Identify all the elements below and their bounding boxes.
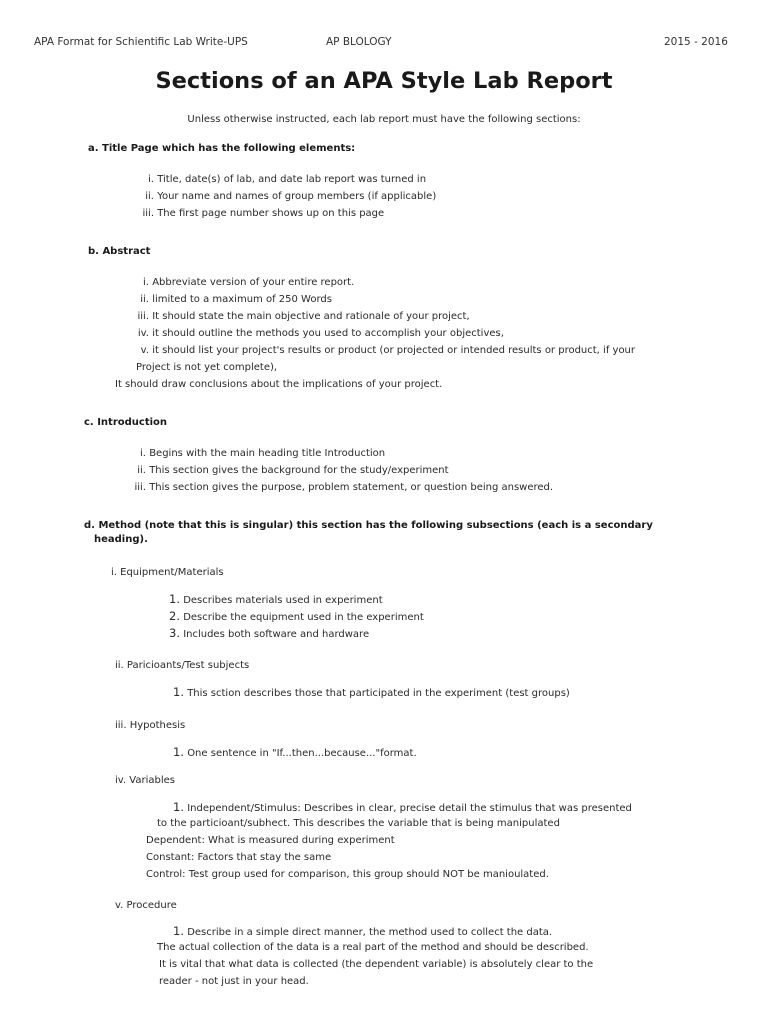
- variables-dependent-text: Dependent: What is measured during experiment: [146, 835, 395, 846]
- list-item: iii. The first page number shows up on this page: [142, 208, 385, 219]
- subsection-procedure-heading: v. Procedure: [115, 900, 177, 911]
- subsection-participants-heading: ii. Paricioants/Test subjects: [115, 660, 250, 671]
- list-item: 1. One sentence in "If...then...because..."format.: [173, 745, 417, 759]
- list-item: i. Begins with the main heading title Introduction: [140, 448, 386, 459]
- list-item: i. Title, date(s) of lab, and date lab report was turned in: [148, 174, 427, 185]
- section-a-heading: a. Title Page which has the following elements:: [88, 143, 356, 154]
- procedure-text-line: It is vital that what data is collected (the dependent variable) is absolutely clear to the: [159, 959, 594, 970]
- header-left-text: APA Format for Schientific Lab Write-UPS: [34, 36, 248, 48]
- abstract-final-text: It should draw conclusions about the implications of your project.: [115, 379, 443, 390]
- list-item: 1. Independent/Stimulus: Describes in clear, precise detail the stimulus that was presented: [173, 800, 632, 814]
- section-b-heading: b. Abstract: [88, 246, 151, 257]
- subsection-hypothesis-heading: iii. Hypothesis: [115, 720, 186, 731]
- section-c-heading: c. Introduction: [84, 417, 168, 428]
- list-item: ii. This section gives the background for the study/experiment: [137, 465, 449, 476]
- section-d-heading: d. Method (note that this is singular) this section has the following subsections (each is a secondary: [84, 520, 653, 531]
- list-item: 1. Describe in a simple direct manner, the method used to collect the data.: [173, 924, 553, 938]
- list-item: ii. Your name and names of group members (if applicable): [145, 191, 437, 202]
- header-year-text: 2015 - 2016: [664, 36, 728, 48]
- list-item-continuation: to the particioant/subhect. This describes the variable that is being manipulated: [157, 818, 560, 829]
- intro-text: Unless otherwise instructed, each lab report must have the following sections:: [187, 114, 581, 125]
- subsection-variables-heading: iv. Variables: [115, 775, 175, 786]
- list-item-continuation: Project is not yet complete),: [136, 362, 278, 373]
- variables-constant-text: Constant: Factors that stay the same: [146, 852, 332, 863]
- list-item: 1. Describes materials used in experiment: [169, 592, 383, 606]
- list-item: iv. it should outline the methods you used to accomplish your objectives,: [137, 328, 504, 339]
- list-item: iii. This section gives the purpose, problem statement, or question being answered.: [134, 482, 554, 493]
- list-item: 1. This sction describes those that participated in the experiment (test groups): [173, 685, 570, 699]
- procedure-text-line: reader - not just in your head.: [159, 976, 309, 987]
- list-item: 2. Describe the equipment used in the experiment: [169, 609, 424, 623]
- variables-control-text: Control: Test group used for comparison, this group should NOT be manioulated.: [146, 869, 549, 880]
- header-subject-text: AP BLOLOGY: [326, 36, 392, 48]
- list-item: i. Abbreviate version of your entire report.: [143, 277, 355, 288]
- list-item: v. it should list your project's results or product (or projected or intended results or product, if your: [140, 345, 636, 356]
- section-d-heading-cont: heading).: [94, 534, 148, 545]
- page-title: Sections of an APA Style Lab Report: [155, 68, 613, 94]
- list-item: iii. It should state the main objective and rationale of your project,: [137, 311, 470, 322]
- subsection-equipment-heading: i. Equipment/Materials: [111, 567, 224, 578]
- list-item: ii. limited to a maximum of 250 Words: [140, 294, 332, 305]
- list-item: 3. Includes both software and hardware: [169, 626, 370, 640]
- procedure-text-line: The actual collection of the data is a real part of the method and should be described.: [157, 942, 589, 953]
